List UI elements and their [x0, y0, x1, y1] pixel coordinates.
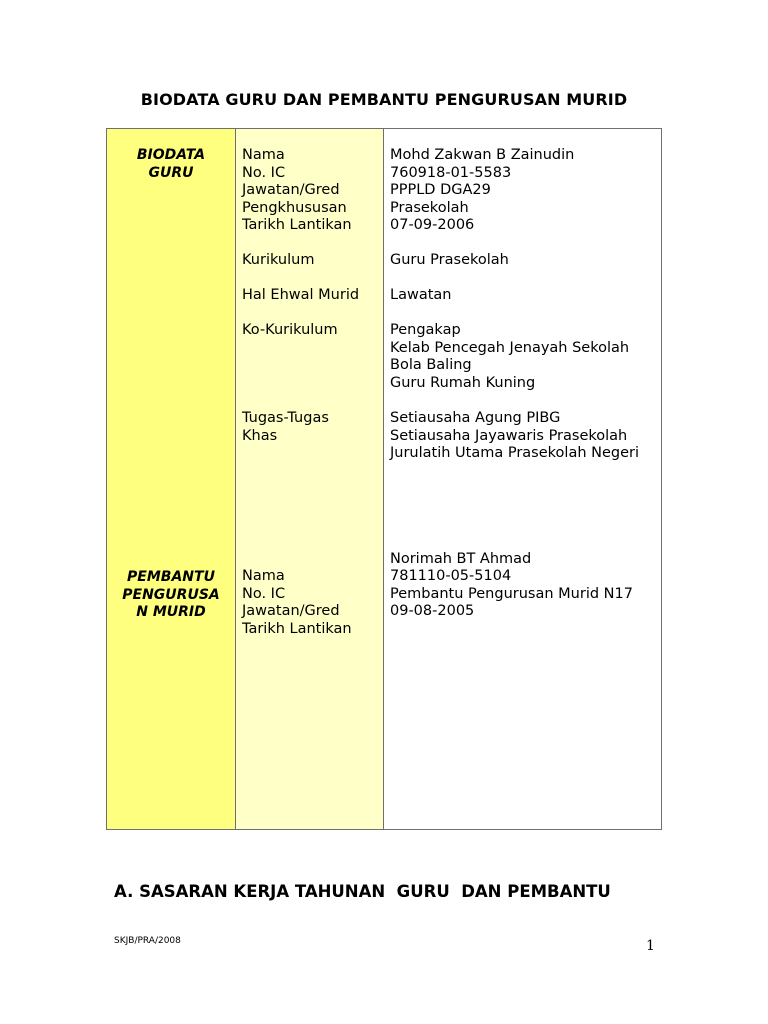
- guru-tarikh-value: 07-09-2006: [390, 217, 475, 233]
- pembantu-tarikh-label: Tarikh Lantikan: [242, 620, 352, 637]
- guru-pengkhususan-label: Pengkhususan: [242, 199, 347, 216]
- guru-pengkhususan-value: Prasekolah: [390, 199, 469, 216]
- kokurikulum-item: Bola Baling: [390, 357, 472, 373]
- kokurikulum-item: Kelab Pencegah Jenayah Sekolah: [390, 339, 630, 356]
- kokurikulum-item: Pengakap: [390, 322, 461, 338]
- pembantu-jawatan-label: Jawatan/Gred: [242, 603, 340, 619]
- pembantu-tarikh-value: 09-08-2005: [390, 603, 475, 619]
- guru-nama-value: Mohd Zakwan B Zainudin: [390, 147, 575, 163]
- pembantu-label-line-3: N MURID: [136, 604, 206, 620]
- kokurikulum-item: Guru Rumah Kuning: [390, 374, 536, 391]
- tugas-item: Setiausaha Jayawaris Prasekolah: [390, 427, 628, 444]
- section-label-column: [107, 129, 236, 829]
- guru-jawatan-label: Jawatan/Gred: [242, 182, 340, 198]
- guru-tarikh-label: Tarikh Lantikan: [242, 217, 352, 233]
- guru-ic-value: 760918-01-5583: [390, 164, 512, 181]
- kurikulum-label: Kurikulum: [242, 252, 315, 268]
- pembantu-label-line-2: PENGURUSA: [122, 586, 220, 603]
- footer-document-code: SKJB/PRA/2008: [114, 936, 181, 946]
- hem-label: Hal Ehwal Murid: [242, 287, 360, 303]
- biodata-guru-label-line-2: GURU: [148, 164, 194, 181]
- hem-value: Lawatan: [390, 287, 452, 303]
- pembantu-label: [107, 569, 235, 622]
- biodata-guru-label-line-1: BIODATA: [136, 147, 206, 163]
- pembantu-label-line-1: PEMBANTU: [127, 569, 215, 585]
- pembantu-nama-value: Norimah BT Ahmad: [390, 550, 532, 567]
- field-label-column: [236, 129, 384, 829]
- pembantu-ic-label: No. IC: [242, 585, 286, 602]
- tugas-label-line-2: Khas: [242, 427, 278, 444]
- guru-nama-label: Nama: [242, 147, 285, 163]
- kurikulum-value: Guru Prasekolah: [390, 252, 509, 268]
- pembantu-nama-label: Nama: [242, 568, 285, 584]
- guru-ic-label: No. IC: [242, 164, 286, 181]
- tugas-item: Jurulatih Utama Prasekolah Negeri: [390, 445, 640, 461]
- biodata-guru-label: [107, 147, 235, 182]
- section-a-heading: A. SASARAN KERJA TAHUNAN GURU DAN PEMBANTU: [114, 882, 611, 901]
- tugas-item: Setiausaha Agung PIBG: [390, 410, 561, 426]
- kokurikulum-label: Ko-Kurikulum: [242, 322, 338, 338]
- tugas-label-line-1: Tugas-Tugas: [242, 410, 329, 426]
- field-value-column: [384, 129, 661, 829]
- document-title: BIODATA GURU DAN PEMBANTU PENGURUSAN MURID: [140, 90, 628, 109]
- pembantu-jawatan-value: Pembantu Pengurusan Murid N17: [390, 585, 633, 602]
- pembantu-ic-value: 781110-05-5104: [390, 568, 512, 584]
- guru-jawatan-value: PPPLD DGA29: [390, 182, 491, 198]
- biodata-table: [106, 128, 662, 830]
- page-number: 1: [646, 938, 655, 954]
